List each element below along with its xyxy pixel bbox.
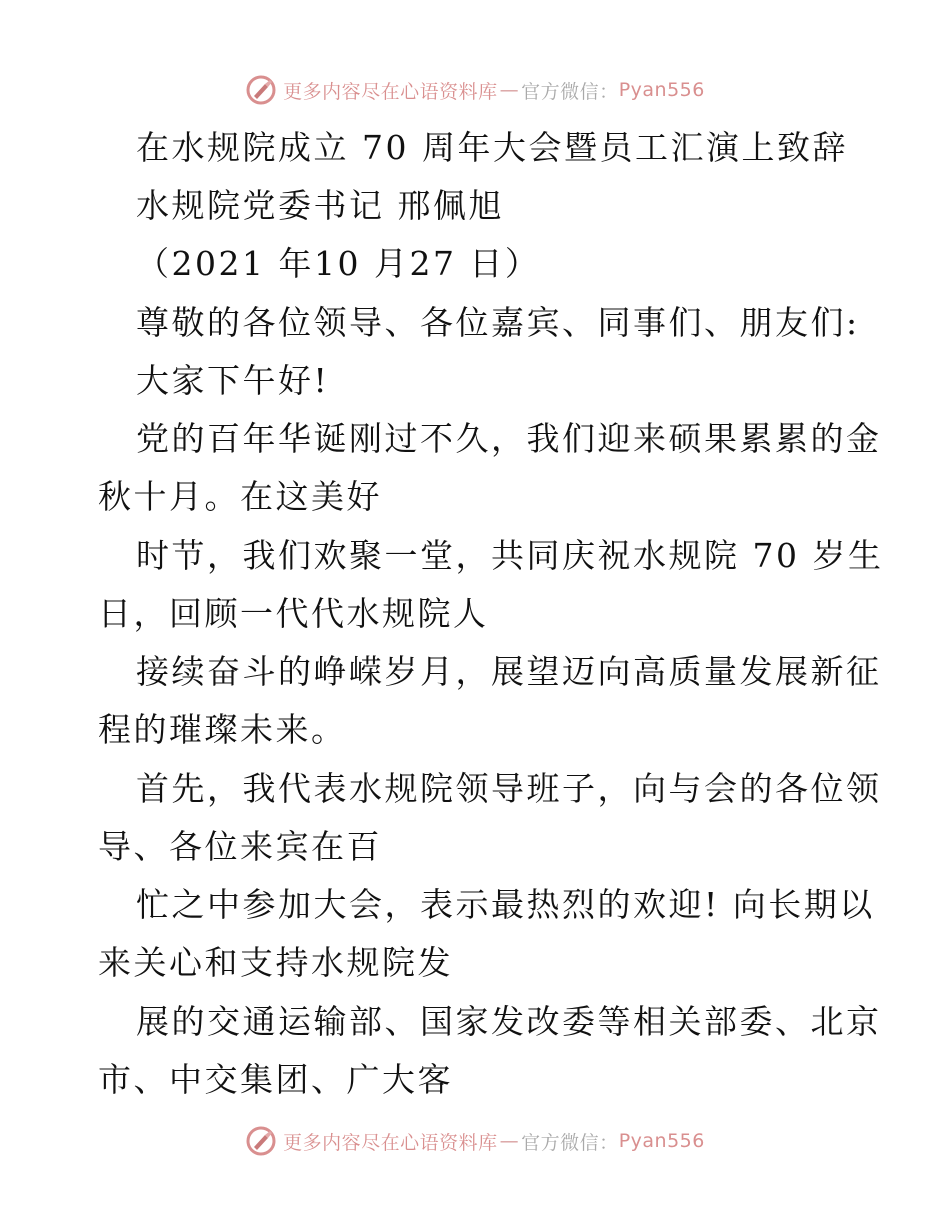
watermark-separator: — [499,1130,520,1152]
body-line: 程的璀璨未来。 [98,710,347,749]
watermark-brand: 更多内容尽在心语资料库 [283,80,498,103]
document-greeting: 大家下午好! [136,361,330,400]
document-author: 水规院党委书记 邢佩旭 [136,186,504,225]
document-salutation: 尊敬的各位领导、各位嘉宾、同事们、朋友们: [136,303,860,342]
watermark-header [0,72,950,108]
watermark-wechat-id: Pyan556 [618,1130,705,1152]
watermark-footer [0,1123,950,1159]
document-title: 在水规院成立 70 周年大会暨员工汇演上致辞 [136,128,848,167]
body-line: 首先，我代表水规院领导班子，向与会的各位领 [136,769,882,808]
body-line: 日，回顾一代代水规院人 [98,594,489,633]
watermark-wechat-id: Pyan556 [618,79,705,101]
body-line: 党的百年华诞刚过不久，我们迎来硕果累累的金 [136,419,882,458]
document-date: （2021 年10 月27 日） [136,244,541,283]
watermark-separator: — [499,79,520,101]
body-line: 秋十月。在这美好 [98,477,382,516]
watermark-wechat-label: 官方微信： [521,80,619,103]
watermark-wechat-label: 官方微信： [521,1131,619,1154]
body-line: 忙之中参加大会，表示最热烈的欢迎! 向长期以 [136,885,875,924]
pen-logo-icon [245,74,277,106]
body-line: 市、中交集团、广大客 [98,1060,453,1099]
body-line: 时节，我们欢聚一堂，共同庆祝水规院 70 岁生 [136,536,884,575]
body-line: 接续奋斗的峥嵘岁月，展望迈向高质量发展新征 [136,652,882,691]
body-line: 导、各位来宾在百 [98,827,382,866]
body-line: 展的交通运输部、国家发改委等相关部委、北京 [136,1002,882,1041]
pen-logo-icon [245,1125,277,1157]
body-line: 来关心和支持水规院发 [98,943,453,982]
watermark-brand: 更多内容尽在心语资料库 [283,1131,498,1154]
